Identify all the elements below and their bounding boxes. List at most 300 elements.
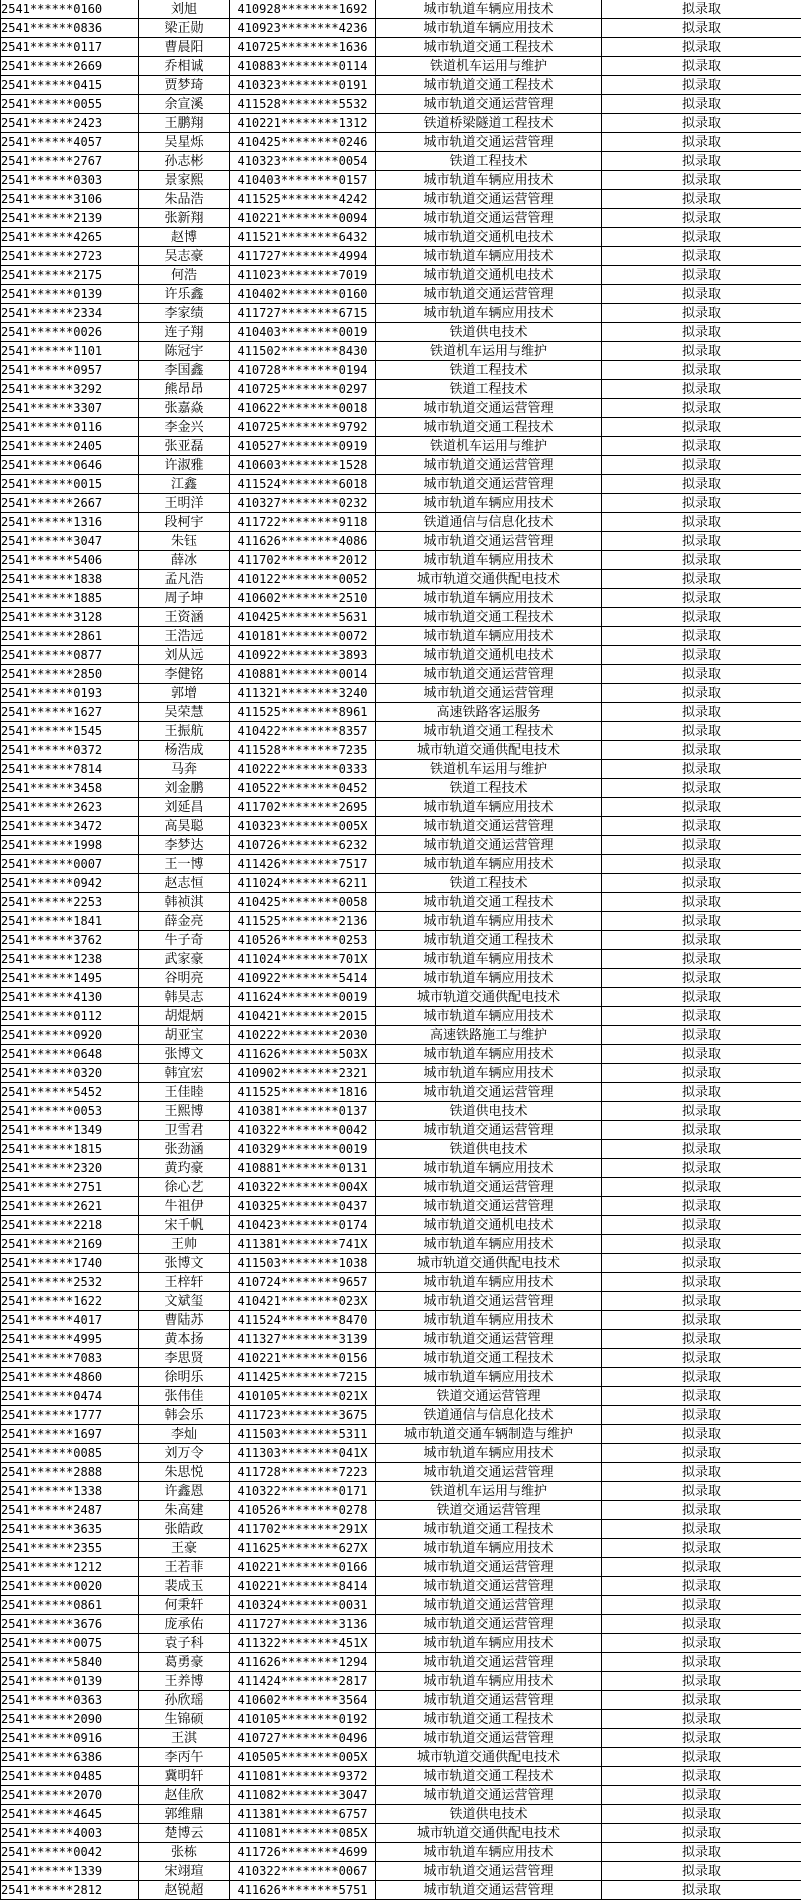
exam-number-cell: 2541******0116 [1,418,139,437]
exam-number-cell: 2541******0877 [1,646,139,665]
exam-number-cell: 2541******1627 [1,703,139,722]
student-name-cell: 韩昊志 [139,988,230,1007]
student-name-cell: 冀明轩 [139,1767,230,1786]
table-row [1,589,801,608]
id-number-cell: 411503********5311 [230,1425,376,1444]
table-row [1,1881,801,1900]
exam-number-cell: 2541******7083 [1,1349,139,1368]
exam-number-cell: 2541******0920 [1,1026,139,1045]
major-cell: 城市轨道车辆应用技术 [376,19,602,38]
admission-status-cell: 拟录取 [602,1558,801,1577]
id-number-cell: 410602********3564 [230,1691,376,1710]
major-cell: 城市轨道车辆应用技术 [376,1311,602,1330]
id-number-cell: 410881********0131 [230,1159,376,1178]
table-row [1,532,801,551]
id-number-cell: 411024********6211 [230,874,376,893]
major-cell: 城市轨道交通工程技术 [376,893,602,912]
table-row [1,513,801,532]
major-cell: 城市轨道车辆应用技术 [376,1235,602,1254]
table-row [1,1577,801,1596]
major-cell: 铁道供电技术 [376,1140,602,1159]
admission-status-cell: 拟录取 [602,1064,801,1083]
student-name-cell: 张伟佳 [139,1387,230,1406]
id-number-cell: 411426********7517 [230,855,376,874]
admission-status-cell: 拟录取 [602,1216,801,1235]
admission-status-cell: 拟录取 [602,893,801,912]
major-cell: 铁道工程技术 [376,152,602,171]
major-cell: 城市轨道车辆应用技术 [376,627,602,646]
major-cell: 城市轨道交通运营管理 [376,1577,602,1596]
exam-number-cell: 2541******2723 [1,247,139,266]
table-row [1,1178,801,1197]
major-cell: 城市轨道交通运营管理 [376,456,602,475]
exam-number-cell: 2541******0916 [1,1729,139,1748]
exam-number-cell: 2541******1338 [1,1482,139,1501]
admission-status-cell: 拟录取 [602,1102,801,1121]
id-number-cell: 411525********1816 [230,1083,376,1102]
exam-number-cell: 2541******5452 [1,1083,139,1102]
major-cell: 城市轨道交通运营管理 [376,1197,602,1216]
student-name-cell: 许乐鑫 [139,285,230,304]
student-name-cell: 胡焜炳 [139,1007,230,1026]
id-number-cell: 410105********0192 [230,1710,376,1729]
id-number-cell: 411624********0019 [230,988,376,1007]
student-name-cell: 朱钰 [139,532,230,551]
table-row [1,608,801,627]
table-row [1,190,801,209]
admission-status-cell: 拟录取 [602,1520,801,1539]
major-cell: 城市轨道交通运营管理 [376,1729,602,1748]
id-number-cell: 411322********451X [230,1634,376,1653]
major-cell: 城市轨道车辆应用技术 [376,1444,602,1463]
id-number-cell: 410725********9792 [230,418,376,437]
student-name-cell: 张博文 [139,1254,230,1273]
student-name-cell: 高昊聪 [139,817,230,836]
table-row [1,1729,801,1748]
id-number-cell: 411702********2012 [230,551,376,570]
table-row [1,1159,801,1178]
id-number-cell: 410327********0232 [230,494,376,513]
table-row [1,627,801,646]
exam-number-cell: 2541******4003 [1,1824,139,1843]
table-row [1,1520,801,1539]
exam-number-cell: 2541******4130 [1,988,139,1007]
exam-number-cell: 2541******4995 [1,1330,139,1349]
major-cell: 铁道供电技术 [376,323,602,342]
major-cell: 高速铁路客运服务 [376,703,602,722]
table-row [1,969,801,988]
student-name-cell: 黄本扬 [139,1330,230,1349]
major-cell: 城市轨道交通运营管理 [376,817,602,836]
student-name-cell: 韩宜宏 [139,1064,230,1083]
id-number-cell: 411728********7223 [230,1463,376,1482]
admission-status-cell: 拟录取 [602,209,801,228]
table-row [1,1786,801,1805]
table-row [1,1140,801,1159]
id-number-cell: 410222********2030 [230,1026,376,1045]
admission-status-cell: 拟录取 [602,1767,801,1786]
admission-status-cell: 拟录取 [602,323,801,342]
admission-status-cell: 拟录取 [602,1577,801,1596]
id-number-cell: 410105********021X [230,1387,376,1406]
major-cell: 城市轨道车辆应用技术 [376,0,602,19]
table-row [1,1615,801,1634]
admission-status-cell: 拟录取 [602,1463,801,1482]
table-row [1,665,801,684]
admission-status-cell: 拟录取 [602,437,801,456]
student-name-cell: 连子翔 [139,323,230,342]
major-cell: 城市轨道车辆应用技术 [376,1007,602,1026]
student-name-cell: 王养博 [139,1672,230,1691]
student-name-cell: 郭增 [139,684,230,703]
id-number-cell: 411702********291X [230,1520,376,1539]
id-number-cell: 410403********0157 [230,171,376,190]
student-name-cell: 庞承佑 [139,1615,230,1634]
major-cell: 城市轨道车辆应用技术 [376,1843,602,1862]
exam-number-cell: 2541******0303 [1,171,139,190]
student-name-cell: 王资涵 [139,608,230,627]
id-number-cell: 410522********0452 [230,779,376,798]
major-cell: 铁道供电技术 [376,1102,602,1121]
admission-status-cell: 拟录取 [602,1539,801,1558]
exam-number-cell: 2541******1316 [1,513,139,532]
student-name-cell: 江鑫 [139,475,230,494]
admission-status-cell: 拟录取 [602,513,801,532]
exam-number-cell: 2541******1349 [1,1121,139,1140]
exam-number-cell: 2541******1777 [1,1406,139,1425]
table-row [1,456,801,475]
id-number-cell: 410222********0333 [230,760,376,779]
admission-status-cell: 拟录取 [602,1159,801,1178]
admission-status-cell: 拟录取 [602,361,801,380]
exam-number-cell: 2541******4057 [1,133,139,152]
table-row [1,1672,801,1691]
id-number-cell: 410725********1636 [230,38,376,57]
table-row [1,1273,801,1292]
table-row [1,1007,801,1026]
table-row [1,988,801,1007]
id-number-cell: 411723********3675 [230,1406,376,1425]
student-name-cell: 李梦达 [139,836,230,855]
id-number-cell: 411502********8430 [230,342,376,361]
table-row [1,1121,801,1140]
admission-status-cell: 拟录取 [602,342,801,361]
id-number-cell: 411626********1294 [230,1653,376,1672]
major-cell: 城市轨道交通机电技术 [376,1216,602,1235]
student-name-cell: 牛子奇 [139,931,230,950]
exam-number-cell: 2541******0648 [1,1045,139,1064]
major-cell: 城市轨道车辆应用技术 [376,247,602,266]
student-name-cell: 文斌玺 [139,1292,230,1311]
id-number-cell: 410422********8357 [230,722,376,741]
admission-status-cell: 拟录取 [602,1425,801,1444]
major-cell: 城市轨道交通运营管理 [376,399,602,418]
student-name-cell: 徐明乐 [139,1368,230,1387]
table-row [1,95,801,114]
exam-number-cell: 2541******2090 [1,1710,139,1729]
table-row [1,0,801,19]
major-cell: 城市轨道车辆应用技术 [376,950,602,969]
exam-number-cell: 2541******0055 [1,95,139,114]
admission-status-cell: 拟录取 [602,1368,801,1387]
id-number-cell: 410322********0067 [230,1862,376,1881]
admission-status-cell: 拟录取 [602,494,801,513]
major-cell: 城市轨道车辆应用技术 [376,1634,602,1653]
student-name-cell: 景家熙 [139,171,230,190]
admission-status-cell: 拟录取 [602,1273,801,1292]
major-cell: 城市轨道车辆应用技术 [376,589,602,608]
id-number-cell: 411702********2695 [230,798,376,817]
table-row [1,1748,801,1767]
id-number-cell: 411082********3047 [230,1786,376,1805]
exam-number-cell: 2541******0363 [1,1691,139,1710]
admission-status-cell: 拟录取 [602,1786,801,1805]
major-cell: 城市轨道车辆应用技术 [376,171,602,190]
student-name-cell: 赵佳欣 [139,1786,230,1805]
exam-number-cell: 2541******1815 [1,1140,139,1159]
admission-status-cell: 拟录取 [602,1881,801,1900]
major-cell: 城市轨道交通运营管理 [376,1292,602,1311]
admission-status-cell: 拟录取 [602,1862,801,1881]
student-name-cell: 余宣溪 [139,95,230,114]
id-number-cell: 410221********0166 [230,1558,376,1577]
id-number-cell: 411321********3240 [230,684,376,703]
student-name-cell: 郭维鼎 [139,1805,230,1824]
id-number-cell: 410322********004X [230,1178,376,1197]
major-cell: 城市轨道交通工程技术 [376,1710,602,1729]
major-cell: 城市轨道交通运营管理 [376,684,602,703]
admission-status-cell: 拟录取 [602,399,801,418]
table-row [1,19,801,38]
id-number-cell: 410883********0114 [230,57,376,76]
exam-number-cell: 2541******0075 [1,1634,139,1653]
admission-status-cell: 拟录取 [602,608,801,627]
student-name-cell: 赵锐超 [139,1881,230,1900]
table-row [1,304,801,323]
major-cell: 城市轨道交通机电技术 [376,646,602,665]
id-number-cell: 410323********0054 [230,152,376,171]
student-name-cell: 武家豪 [139,950,230,969]
admission-status-cell: 拟录取 [602,1710,801,1729]
admission-status-cell: 拟录取 [602,950,801,969]
id-number-cell: 411023********7019 [230,266,376,285]
id-number-cell: 410727********0496 [230,1729,376,1748]
exam-number-cell: 2541******4645 [1,1805,139,1824]
id-number-cell: 411024********701X [230,950,376,969]
student-name-cell: 何浩 [139,266,230,285]
major-cell: 城市轨道交通供配电技术 [376,1254,602,1273]
student-name-cell: 朱高建 [139,1501,230,1520]
exam-number-cell: 2541******0320 [1,1064,139,1083]
student-name-cell: 楚博云 [139,1824,230,1843]
exam-number-cell: 2541******0139 [1,1672,139,1691]
exam-number-cell: 2541******2850 [1,665,139,684]
id-number-cell: 410403********0019 [230,323,376,342]
exam-number-cell: 2541******0117 [1,38,139,57]
admission-status-cell: 拟录取 [602,1691,801,1710]
admission-status-cell: 拟录取 [602,1045,801,1064]
table-row [1,779,801,798]
student-name-cell: 孙欣瑶 [139,1691,230,1710]
id-number-cell: 410928********1692 [230,0,376,19]
table-row [1,361,801,380]
table-row [1,912,801,931]
admission-status-cell: 拟录取 [602,1501,801,1520]
id-number-cell: 410902********2321 [230,1064,376,1083]
student-name-cell: 刘万令 [139,1444,230,1463]
exam-number-cell: 2541******6386 [1,1748,139,1767]
table-row [1,1235,801,1254]
admission-status-cell: 拟录取 [602,1178,801,1197]
admission-status-cell: 拟录取 [602,703,801,722]
table-row [1,1653,801,1672]
admission-status-cell: 拟录取 [602,1596,801,1615]
exam-number-cell: 2541******2669 [1,57,139,76]
exam-number-cell: 2541******0861 [1,1596,139,1615]
admission-status-cell: 拟录取 [602,38,801,57]
major-cell: 城市轨道交通运营管理 [376,1691,602,1710]
student-name-cell: 王梓轩 [139,1273,230,1292]
student-name-cell: 张嘉焱 [139,399,230,418]
exam-number-cell: 2541******1697 [1,1425,139,1444]
exam-number-cell: 2541******1622 [1,1292,139,1311]
id-number-cell: 410381********0137 [230,1102,376,1121]
table-row [1,1045,801,1064]
admission-status-cell: 拟录取 [602,1406,801,1425]
table-row [1,893,801,912]
exam-number-cell: 2541******1841 [1,912,139,931]
major-cell: 铁道机车运用与维护 [376,57,602,76]
student-name-cell: 朱思悦 [139,1463,230,1482]
id-number-cell: 410221********8414 [230,1577,376,1596]
admission-status-cell: 拟录取 [602,1026,801,1045]
major-cell: 城市轨道交通运营管理 [376,475,602,494]
major-cell: 城市轨道交通运营管理 [376,209,602,228]
student-name-cell: 马奔 [139,760,230,779]
table-row [1,1558,801,1577]
exam-number-cell: 2541******2139 [1,209,139,228]
id-number-cell: 410923********4236 [230,19,376,38]
id-number-cell: 410122********0052 [230,570,376,589]
major-cell: 城市轨道交通工程技术 [376,931,602,950]
id-number-cell: 411524********8470 [230,1311,376,1330]
student-name-cell: 李金兴 [139,418,230,437]
exam-number-cell: 2541******0942 [1,874,139,893]
major-cell: 城市轨道交通车辆制造与维护 [376,1425,602,1444]
admission-status-cell: 拟录取 [602,19,801,38]
exam-number-cell: 2541******1740 [1,1254,139,1273]
table-row [1,1843,801,1862]
major-cell: 城市轨道交通运营管理 [376,1653,602,1672]
exam-number-cell: 2541******2334 [1,304,139,323]
admission-status-cell: 拟录取 [602,304,801,323]
major-cell: 城市轨道交通工程技术 [376,1520,602,1539]
exam-number-cell: 2541******2621 [1,1197,139,1216]
table-row [1,475,801,494]
student-name-cell: 杨浩成 [139,741,230,760]
table-row [1,380,801,399]
exam-number-cell: 2541******0372 [1,741,139,760]
roster-body [1,0,801,1900]
id-number-cell: 410526********0278 [230,1501,376,1520]
student-name-cell: 韩会乐 [139,1406,230,1425]
table-row [1,1368,801,1387]
major-cell: 城市轨道交通机电技术 [376,266,602,285]
exam-number-cell: 2541******0042 [1,1843,139,1862]
exam-number-cell: 2541******3472 [1,817,139,836]
student-name-cell: 何秉轩 [139,1596,230,1615]
major-cell: 城市轨道交通运营管理 [376,95,602,114]
student-name-cell: 李国鑫 [139,361,230,380]
table-row [1,855,801,874]
id-number-cell: 410526********0253 [230,931,376,950]
table-row [1,1691,801,1710]
admission-status-cell: 拟录取 [602,1482,801,1501]
admission-status-cell: 拟录取 [602,133,801,152]
student-name-cell: 段柯宇 [139,513,230,532]
admission-status-cell: 拟录取 [602,95,801,114]
id-number-cell: 411726********4699 [230,1843,376,1862]
major-cell: 城市轨道车辆应用技术 [376,1273,602,1292]
major-cell: 城市轨道交通运营管理 [376,1596,602,1615]
student-name-cell: 张亚磊 [139,437,230,456]
admission-status-cell: 拟录取 [602,1843,801,1862]
table-row [1,646,801,665]
student-name-cell: 曹陆苏 [139,1311,230,1330]
student-name-cell: 刘从远 [139,646,230,665]
id-number-cell: 411524********6018 [230,475,376,494]
id-number-cell: 410603********1528 [230,456,376,475]
admission-status-cell: 拟录取 [602,817,801,836]
table-row [1,1634,801,1653]
major-cell: 城市轨道交通运营管理 [376,1862,602,1881]
table-row [1,1064,801,1083]
admission-status-cell: 拟录取 [602,1254,801,1273]
major-cell: 铁道工程技术 [376,380,602,399]
student-name-cell: 吴志豪 [139,247,230,266]
table-row [1,1406,801,1425]
major-cell: 城市轨道交通供配电技术 [376,570,602,589]
id-number-cell: 411424********2817 [230,1672,376,1691]
major-cell: 城市轨道交通运营管理 [376,1083,602,1102]
student-name-cell: 李健铭 [139,665,230,684]
id-number-cell: 411528********7235 [230,741,376,760]
major-cell: 铁道通信与信息化技术 [376,1406,602,1425]
major-cell: 城市轨道车辆应用技术 [376,798,602,817]
table-row [1,1254,801,1273]
major-cell: 城市轨道车辆应用技术 [376,912,602,931]
major-cell: 城市轨道车辆应用技术 [376,1159,602,1178]
exam-number-cell: 2541******2487 [1,1501,139,1520]
id-number-cell: 411525********2136 [230,912,376,931]
exam-number-cell: 2541******2532 [1,1273,139,1292]
exam-number-cell: 2541******0415 [1,76,139,95]
admission-status-cell: 拟录取 [602,969,801,988]
major-cell: 铁道机车运用与维护 [376,760,602,779]
id-number-cell: 410221********1312 [230,114,376,133]
admission-status-cell: 拟录取 [602,1121,801,1140]
id-number-cell: 411626********4086 [230,532,376,551]
student-name-cell: 王淇 [139,1729,230,1748]
student-name-cell: 王熙博 [139,1102,230,1121]
exam-number-cell: 2541******0485 [1,1767,139,1786]
table-row [1,57,801,76]
exam-number-cell: 2541******2070 [1,1786,139,1805]
table-row [1,1824,801,1843]
major-cell: 铁道机车运用与维护 [376,437,602,456]
id-number-cell: 410221********0156 [230,1349,376,1368]
admission-status-cell: 拟录取 [602,76,801,95]
